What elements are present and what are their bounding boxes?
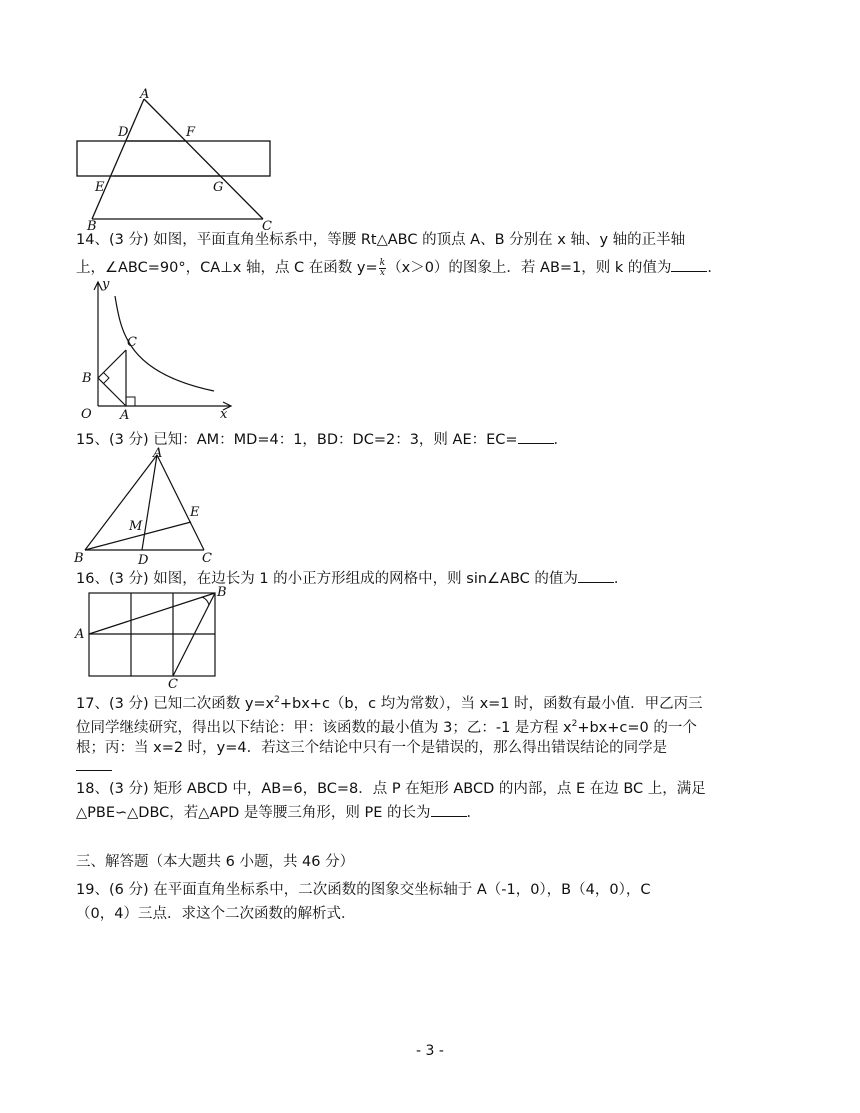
figure-triangle-cevians <box>70 446 220 570</box>
label-O: O <box>81 407 92 420</box>
label-y: y <box>102 278 110 292</box>
question-16: 16、(3 分) 如图，在边长为 1 的小正方形组成的网格中，则 sin∠ABC 的值为 ． <box>76 568 628 589</box>
label-A: A <box>140 87 150 102</box>
answer-blank-17 <box>76 756 112 777</box>
label-C: C <box>202 551 212 566</box>
label-B: B <box>87 219 97 232</box>
label-C: C <box>168 677 178 690</box>
fraction-k-over-x: $\frac{k}{x}$ <box>379 257 386 278</box>
section-heading: 三、解答题（本大题共 6 小题，共 46 分） <box>76 854 355 870</box>
question-17-line3: 根；丙：当 x=2 时，y=4．若这三个结论中只有一个是错误的，那么得出错误结论的同学是 <box>76 740 668 756</box>
answer-blank-16 <box>578 568 614 583</box>
label-x: x <box>220 407 228 420</box>
label-F: F <box>186 125 196 140</box>
question-18-line1: 18、(3 分) 矩形 ABCD 中，AB=6，BC=8．点 P 在矩形 ABCD 的内部，点 E 在边 BC 上，满足 <box>76 781 706 797</box>
label-G: G <box>213 180 224 195</box>
question-19-line1: 19、(6 分) 在平面直角坐标系中，二次函数的图象交坐标轴于 A（-1，0），B（4，0），C <box>76 882 651 898</box>
question-15: 15、(3 分) 已知：AM：MD=4：1，BD：DC=2：3，则 AE：EC= ． <box>76 429 568 450</box>
figure-triangle-strip <box>70 86 290 232</box>
figure-grid-triangle <box>72 586 232 690</box>
label-B: B <box>82 371 92 386</box>
label-A: A <box>75 627 85 642</box>
question-14-line2: 上，∠ABC=90°，CA⊥x 轴，点 C 在函数 y= $\frac{k}{x}$ （x＞0）的图象上．若 AB=1，则 k 的值为 ． <box>76 257 722 278</box>
label-D: D <box>118 125 129 140</box>
question-17-line1: 17、(3 分) 已知二次函数 $y=x^2+bx+c(b$，c 均为常数），当 x=1 时，函数有最小值．甲乙丙三 <box>76 695 703 712</box>
answer-blank-15 <box>518 429 554 444</box>
label-C: C <box>262 219 272 232</box>
label-C: C <box>127 335 137 350</box>
question-19-line2: （0，4）三点．求这个二次函数的解析式． <box>76 906 356 922</box>
label-D: D <box>138 553 149 568</box>
label-A: A <box>120 408 130 420</box>
label-B: B <box>217 586 227 600</box>
answer-blank-18 <box>431 802 467 817</box>
label-E: E <box>95 180 105 195</box>
label-E: E <box>190 505 200 520</box>
question-17-line2: 位同学继续研究，得出以下结论：甲：该函数的最小值为 3；乙：-1 是方程 $x^2+bx+c=0$ 的一个 <box>76 719 697 736</box>
label-B: B <box>74 551 84 566</box>
label-A: A <box>153 446 163 461</box>
figure-hyperbola-axes <box>76 278 236 420</box>
question-18-line2: △PBE∽△DBC，若△APD 是等腰三角形，则 PE 的长为 ． <box>76 802 481 823</box>
question-14-line1: 14、(3 分) 如图，平面直角坐标系中，等腰 Rt△ABC 的顶点 A、B 分别在 x 轴、y 轴的正半轴 <box>76 232 686 248</box>
label-M: M <box>129 519 143 534</box>
answer-blank-14 <box>671 257 707 272</box>
page-number: - 3 - <box>416 1043 444 1059</box>
